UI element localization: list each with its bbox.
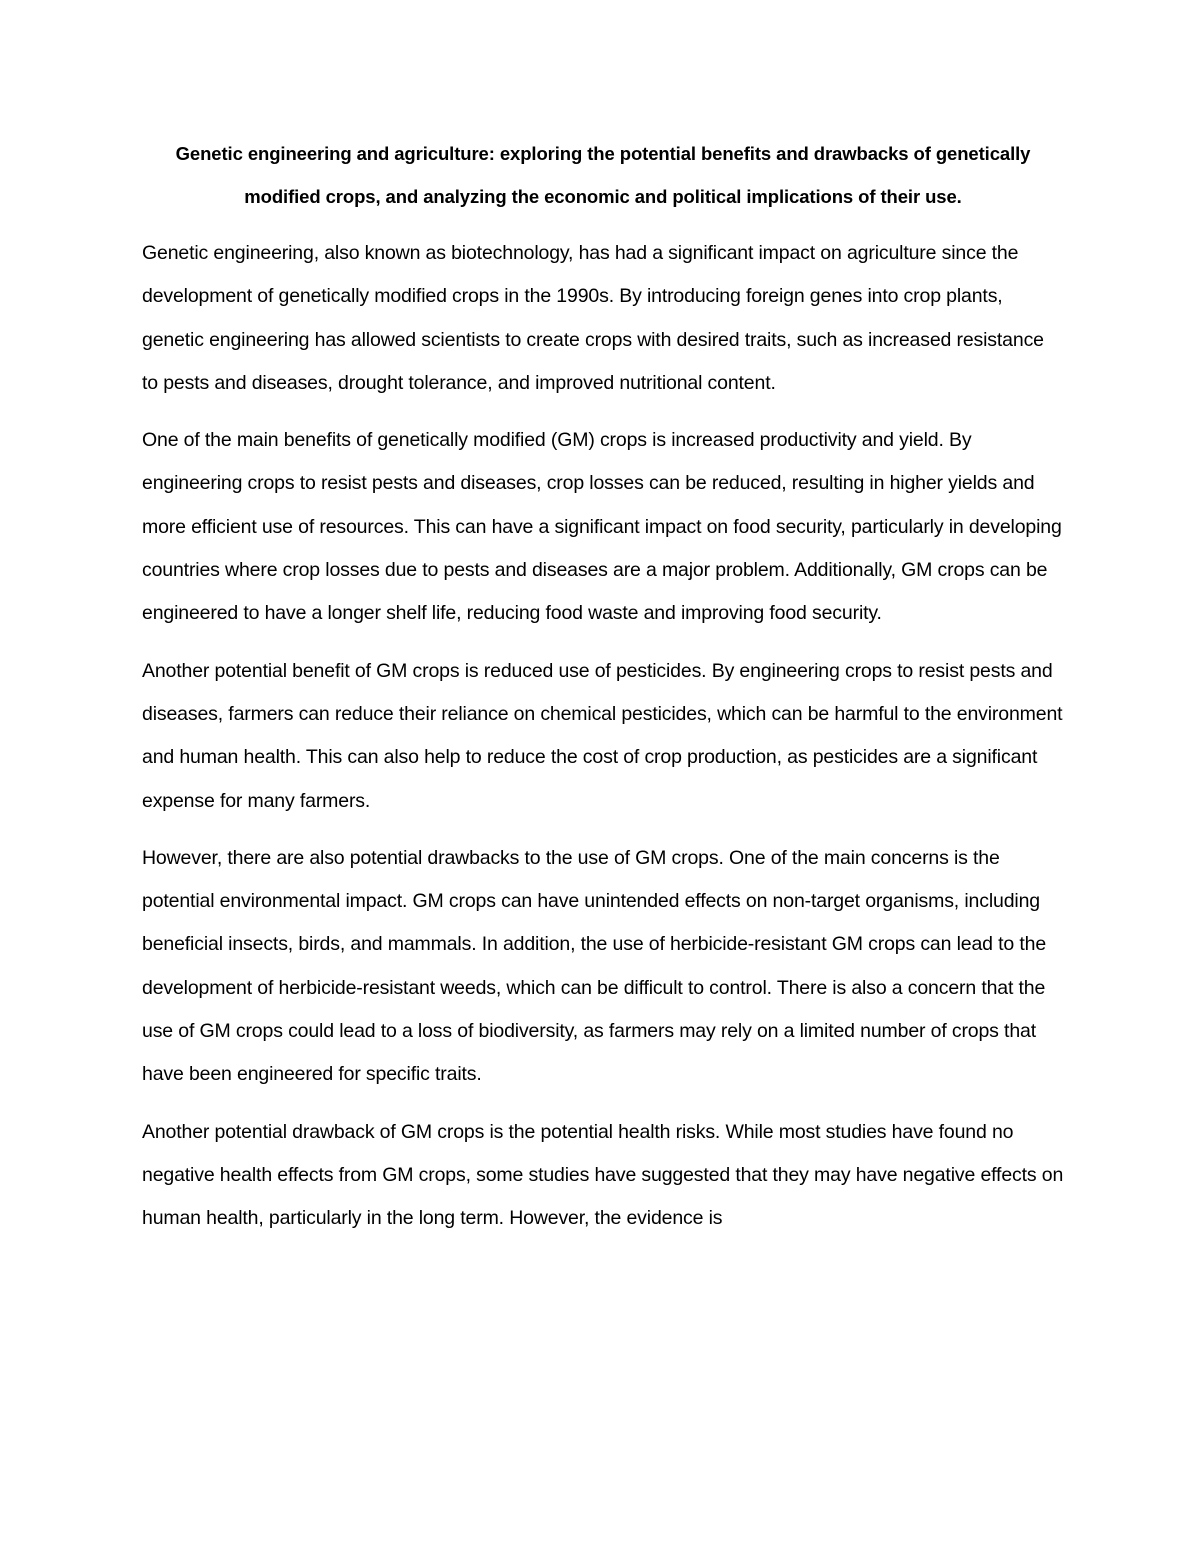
- paragraph-pesticides: Another potential benefit of GM crops is reduced use of pesticides. By engineering crops to resist pests and diseases, farmers can reduce their reliance on chemical pesticides, which can be harmful to the environment and human health. This can also help to reduce the cost of crop production, as pesticides are a significant expense for many farmers.: [142, 659, 1063, 812]
- paragraph-productivity: One of the main benefits of genetically modified (GM) crops is increased productivity and yield. By engineering crops to resist pests and diseases, crop losses can be reduced, resulting in higher yields and more efficient use of resources. This can have a significant impact on food security, particularly in developing countries where crop losses due to pests and diseases are a major problem. Additionally, GM crops can be engineered to have a longer shelf life, reducing food waste and improving food security.: [142, 429, 1062, 625]
- paragraph-health-risks: Another potential drawback of GM crops is the potential health risks. While most studies have found no negative health effects from GM crops, some studies have suggested that they may have negative effects on human health, particularly in the long term. However, the evidence is: [142, 1120, 1064, 1230]
- paragraph-drawbacks: However, there are also potential drawbacks to the use of GM crops. One of the main concerns is the potential environmental impact. GM crops can have unintended effects on non-target organisms, including beneficial insects, birds, and mammals. In addition, the use of herbicide-resistant GM crops can lead to the development of herbicide-resistant weeds, which can be difficult to control. There is also a concern that the use of GM crops could lead to a loss of biodiversity, as farmers may rely on a limited number of crops that have been engineered for specific traits.: [142, 846, 1047, 1086]
- document-body: [142, 132, 1064, 1255]
- paragraph-intro: Genetic engineering, also known as biotechnology, has had a significant impact on agriculture since the development of genetically modified crops in the 1990s. By introducing foreign genes into crop plants, genetic engineering has allowed scientists to create crops with desired traits, such as increased resistance to pests and diseases, drought tolerance, and improved nutritional content.: [142, 242, 1044, 394]
- document-title: Genetic engineering and agriculture: exploring the potential benefits and drawbacks of genetically modified crops, and analyzing the economic and political implications of their use.: [175, 143, 1031, 207]
